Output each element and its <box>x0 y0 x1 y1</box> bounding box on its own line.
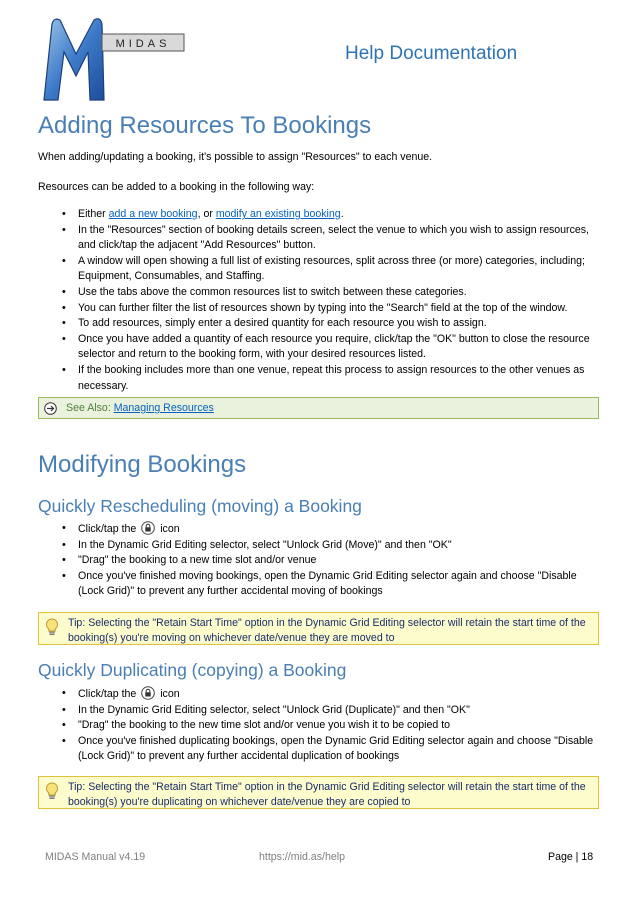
resources-steps-list <box>38 207 600 394</box>
midas-logo <box>38 14 188 106</box>
list-item: • Once you have added a quantity of each resource you require, click/tap the "OK" button to close the resource selector and return to the booking form, with your desired resources listed. <box>38 332 600 363</box>
footer-page-number: Page | 18 <box>548 851 594 863</box>
list-item-text: Click/tap the <box>78 688 137 700</box>
list-item <box>38 521 600 538</box>
arrow-right-circle-icon <box>44 402 57 415</box>
header-title: Help Documentation <box>345 43 518 64</box>
list-item <box>38 207 600 223</box>
see-also-box <box>38 397 599 419</box>
see-also-label: See Also: <box>66 402 114 414</box>
footer-manual-version: MIDAS Manual v4.19 <box>45 851 146 863</box>
intro-paragraph-2: Resources can be added to a booking in the following way: <box>38 181 315 193</box>
section-heading-modifying-bookings: Modifying Bookings <box>38 451 247 478</box>
add-booking-link[interactable]: add a new booking <box>108 208 198 220</box>
tip-text: Tip: Selecting the "Retain Start Time" option in the Dynamic Grid Editing selector will retain the start time of the booking(s) you're duplicating on whichever date/venue they are copied to <box>68 781 586 808</box>
managing-resources-link[interactable]: Managing Resources <box>113 402 214 414</box>
list-item: • If the booking includes more than one venue, repeat this process to assign resources to the other venues as necessary. <box>38 363 600 394</box>
list-item-text: Either <box>78 208 109 220</box>
intro-paragraph: When adding/updating a booking, it's possible to assign "Resources" to each venue. <box>38 151 433 163</box>
list-item-text: , or <box>197 208 216 220</box>
section-heading-adding-resources: Adding Resources To Bookings <box>38 112 372 139</box>
duplicating-steps-list <box>38 686 600 765</box>
list-item: • "Drag" the booking to a new time slot and/or venue <box>38 553 600 569</box>
lightbulb-icon <box>44 782 60 800</box>
list-item: • Once you've finished duplicating bookings, open the Dynamic Grid Editing selector again and choose "Disable (Lock Grid)" to prevent any further accidental duplication of bookings <box>38 734 600 765</box>
list-item: • To add resources, simply enter a desired quantity for each resource you wish to assign. <box>38 316 600 332</box>
list-item-text: icon <box>160 688 180 700</box>
list-item: • You can further filter the list of resources shown by typing into the "Search" field at the top of the window. <box>38 301 600 317</box>
footer-url: https://mid.as/help <box>259 851 345 863</box>
subheading-rescheduling: Quickly Rescheduling (moving) a Booking <box>38 496 362 516</box>
list-item: • In the "Resources" section of booking details screen, select the venue to which you wish to assign resources, and click/tap the adjacent "Add Resources" button. <box>38 223 600 254</box>
lock-icon <box>141 521 155 535</box>
tip-box-rescheduling <box>38 612 599 645</box>
lightbulb-icon <box>44 618 60 636</box>
logo-text: MIDAS <box>115 38 171 50</box>
tip-text: Tip: Selecting the "Retain Start Time" option in the Dynamic Grid Editing selector will retain the start time of the booking(s) you're moving on whichever date/venue they are moved to <box>68 617 586 644</box>
list-item: • "Drag" the booking to the new time slot and/or venue you wish it to be copied to <box>38 718 600 734</box>
lock-icon <box>141 686 155 700</box>
rescheduling-steps-list <box>38 521 600 600</box>
list-item: • In the Dynamic Grid Editing selector, select "Unlock Grid (Duplicate)" and then "OK" <box>38 703 600 719</box>
subheading-duplicating: Quickly Duplicating (copying) a Booking <box>38 660 347 680</box>
list-item <box>38 686 600 703</box>
list-item-text: Click/tap the <box>78 523 137 535</box>
tip-box-duplicating <box>38 776 599 809</box>
list-item-text: . <box>340 208 344 220</box>
list-item: • Use the tabs above the common resources list to switch between these categories. <box>38 285 600 301</box>
list-item-text: icon <box>160 523 180 535</box>
list-item: • In the Dynamic Grid Editing selector, select "Unlock Grid (Move)" and then "OK" <box>38 538 600 554</box>
list-item: • Once you've finished moving bookings, open the Dynamic Grid Editing selector again and choose "Disable (Lock Grid)" to prevent any further accidental moving of bookings <box>38 569 600 600</box>
modify-booking-link[interactable]: modify an existing booking <box>215 208 341 220</box>
list-item: • A window will open showing a full list of existing resources, split across three (or more) categories, including; Equipment, Consumables, and Staffing. <box>38 254 600 285</box>
